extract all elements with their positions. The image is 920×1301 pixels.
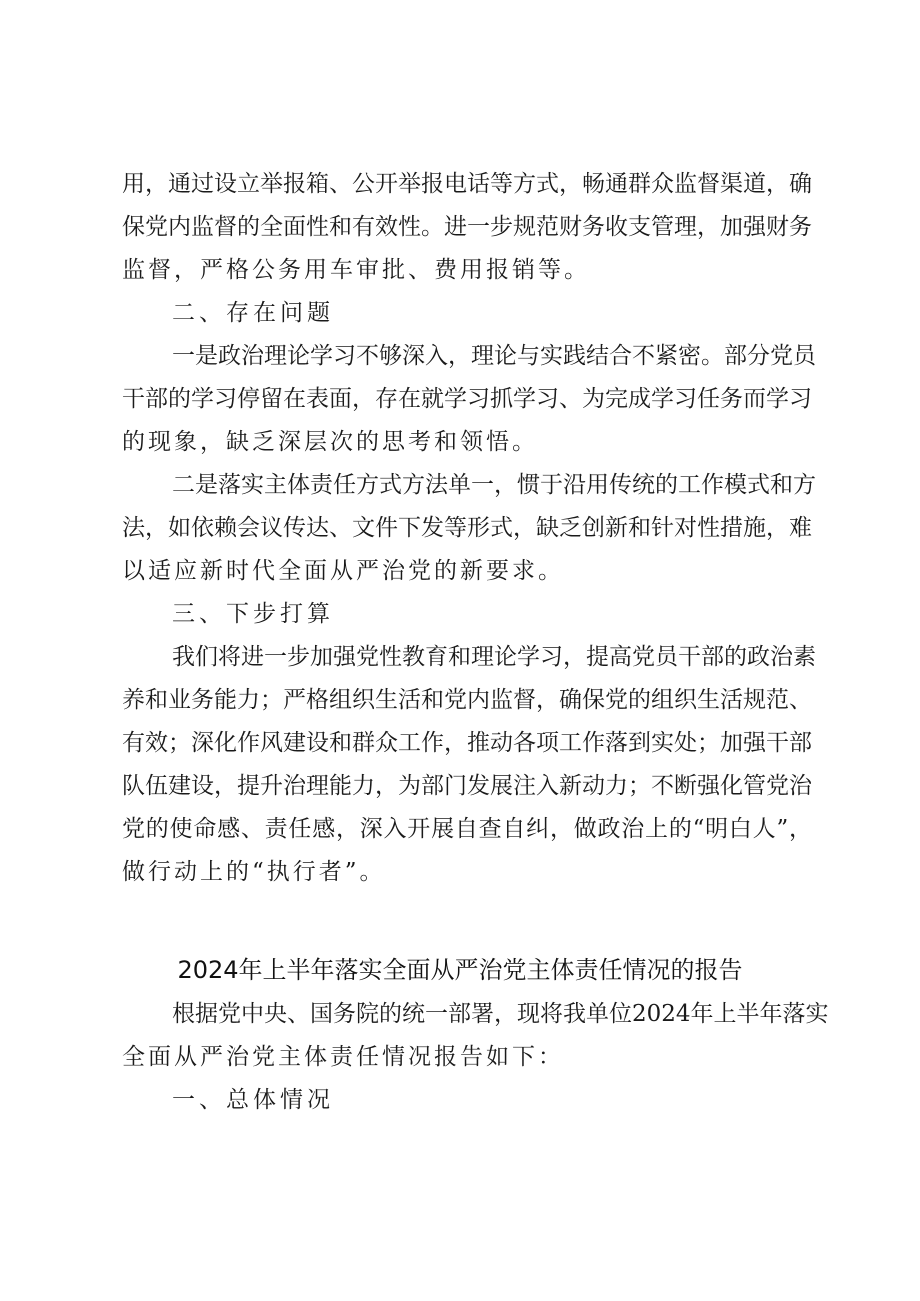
section-heading-next-steps: 三、下步打算 (172, 601, 334, 627)
paragraph-line: 法，如依赖会议传达、文件下发等形式，缺乏创新和针对性措施，难 (122, 515, 812, 541)
paragraph-line: 做行动上的“执行者”。 (122, 859, 386, 885)
paragraph-line: 保党内监督的全面性和有效性。进一步规范财务收支管理，加强财务 (122, 214, 812, 240)
paragraph-line: 二是落实主体责任方式方法单一，惯于沿用传统的工作模式和方 (172, 472, 816, 498)
intro-line: 全面从严治党主体责任情况报告如下： (122, 1044, 564, 1070)
paragraph-line: 用，通过设立举报箱、公开举报电话等方式，畅通群众监督渠道，确 (122, 171, 812, 197)
paragraph-line: 的现象，缺乏深层次的思考和领悟。 (122, 429, 538, 455)
paragraph-line: 一是政治理论学习不够深入，理论与实践结合不紧密。部分党员 (172, 343, 816, 369)
paragraph-line: 党的使命感、责任感，深入开展自查自纠，做政治上的“明白人”， (122, 816, 812, 842)
paragraph-line: 监督，严格公务用车审批、费用报销等。 (122, 257, 590, 283)
paragraph-line: 我们将进一步加强党性教育和理论学习，提高党员干部的政治素 (172, 644, 816, 670)
intro-line: 根据党中央、国务院的统一部署，现将我单位2024年上半年落实 (172, 1001, 829, 1027)
report-title: 2024年上半年落实全面从严治党主体责任情况的报告 (177, 956, 743, 984)
section-heading-overview: 一、总体情况 (172, 1087, 334, 1113)
paragraph-line: 干部的学习停留在表面，存在就学习抓学习、为完成学习任务而学习 (122, 386, 812, 412)
section-heading-problems: 二、存在问题 (172, 300, 334, 326)
paragraph-line: 养和业务能力；严格组织生活和党内监督，确保党的组织生活规范、 (122, 687, 812, 713)
paragraph-line: 有效；深化作风建设和群众工作，推动各项工作落到实处；加强干部 (122, 730, 812, 756)
paragraph-line: 以适应新时代全面从严治党的新要求。 (122, 558, 564, 584)
paragraph-line: 队伍建设，提升治理能力，为部门发展注入新动力；不断强化管党治 (122, 773, 812, 799)
